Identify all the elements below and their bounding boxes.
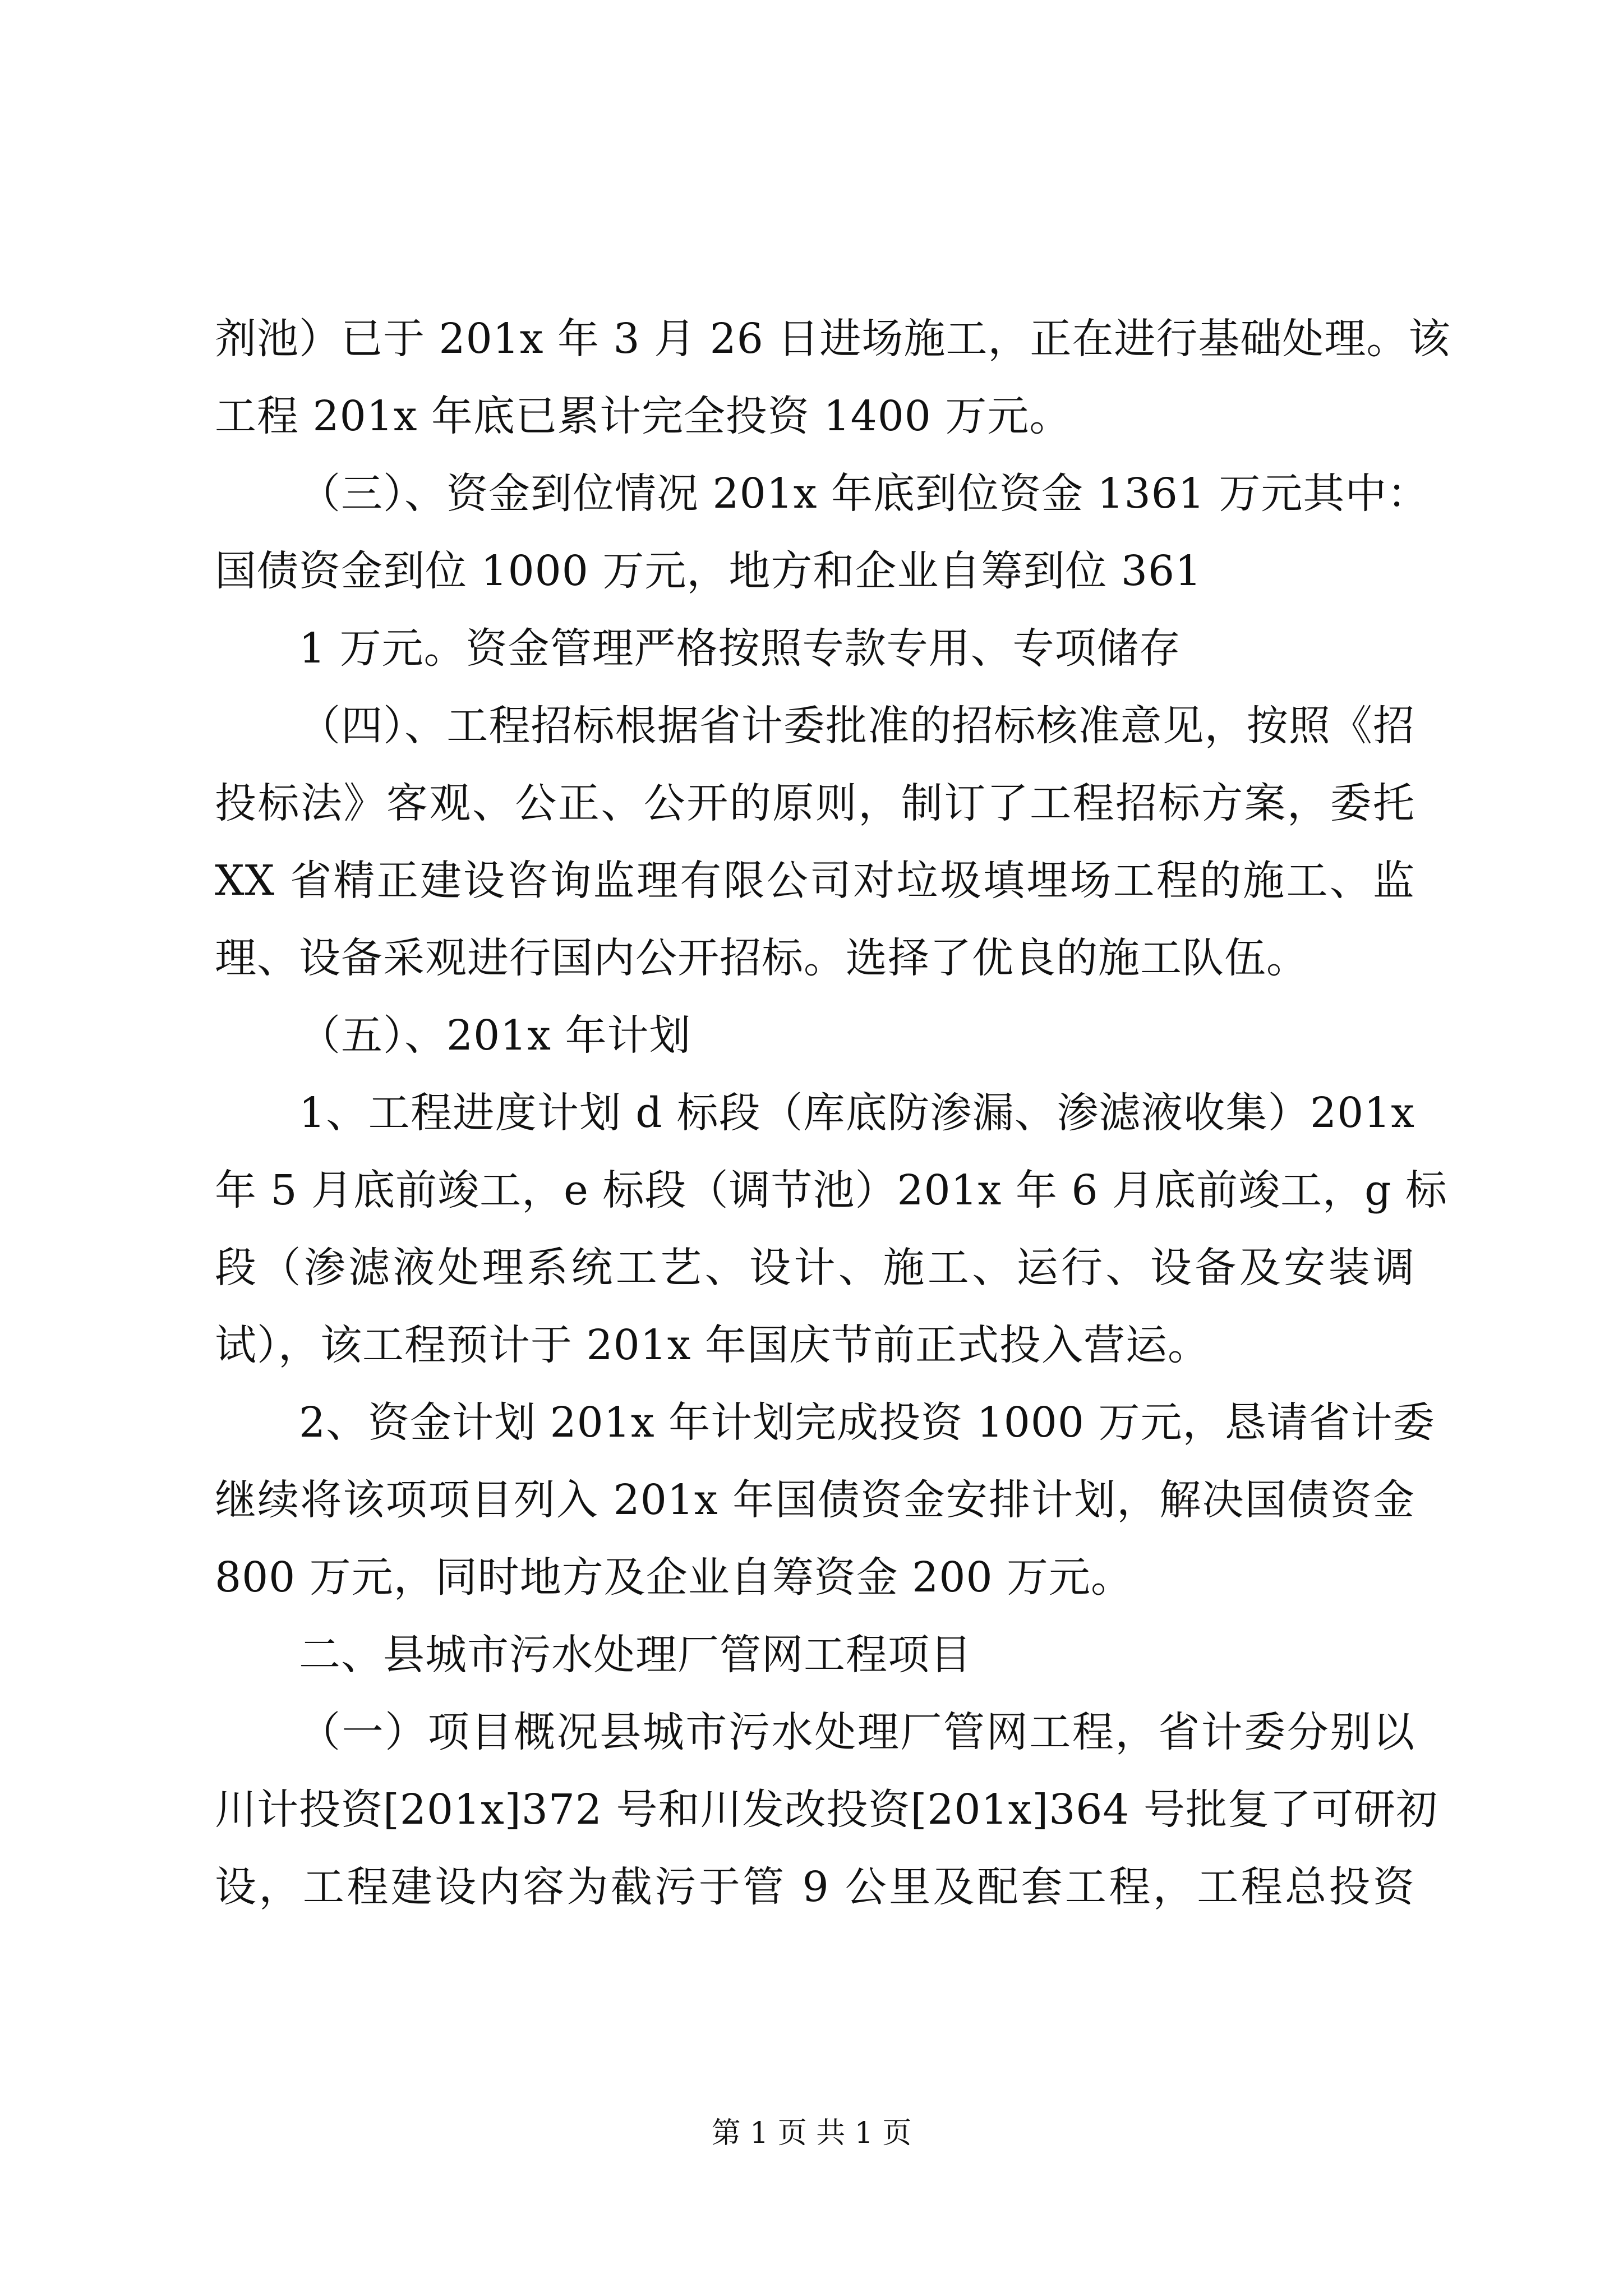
text-line: 段（渗滤液处理系统工艺、设计、施工、运行、设备及安装调: [215, 1244, 1415, 1292]
text-line: 2、资金计划 201x 年计划完成投资 1000 万元，恳请省计委: [299, 1398, 1435, 1447]
text-line: （四）、工程招标根据省计委批准的招标核准意见，按照《招: [299, 702, 1415, 750]
text-line: 理、设备采观进行国内公开招标。选择了优良的施工队伍。: [215, 934, 1308, 982]
page-footer: 第 1 页 共 1 页: [711, 2116, 912, 2150]
text-line: 1、工程进度计划 d 标段（库底防渗漏、渗滤液收集）201x: [299, 1089, 1415, 1137]
text-line: 工程 201x 年底已累计完全投资 1400 万元。: [215, 392, 1072, 440]
text-line: （五）、201x 年计划: [299, 1011, 691, 1060]
text-line: 投标法》客观、公正、公开的原则，制订了工程招标方案，委托: [215, 779, 1415, 827]
text-line: 1 万元。资金管理严格按照专款专用、专项储存: [299, 624, 1181, 673]
document-body: [215, 300, 1451, 1926]
text-line: 川计投资[201x]372 号和川发改投资[201x]364 号批复了可研初: [215, 1786, 1438, 1834]
text-line: （三）、资金到位情况 201x 年底到位资金 1361 万元其中：: [299, 470, 1430, 518]
text-line: （一）项目概况县城市污水处理厂管网工程，省计委分别以: [299, 1708, 1415, 1756]
text-line: 试），该工程预计于 201x 年国庆节前正式投入营运。: [215, 1321, 1210, 1369]
text-line: 设，工程建设内容为截污于管 9 公里及配套工程，工程总投资: [215, 1863, 1415, 1911]
text-line: 800 万元，同时地方及企业自筹资金 200 万元。: [215, 1553, 1133, 1602]
text-line: 国债资金到位 1000 万元，地方和企业自筹到位 361: [215, 547, 1202, 595]
text-line: 年 5 月底前竣工，e 标段（调节池）201x 年 6 月底前竣工，g 标: [215, 1166, 1447, 1214]
text-line: XX 省精正建设咨询监理有限公司对垃圾填埋场工程的施工、监: [215, 857, 1415, 905]
text-line: 剂池）已于 201x 年 3 月 26 日进场施工，正在进行基础处理。该: [215, 315, 1451, 363]
text-line: 二、县城市污水处理厂管网工程项目: [299, 1631, 972, 1679]
text-line: 继续将该项项目列入 201x 年国债资金安排计划，解决国债资金: [215, 1476, 1415, 1524]
